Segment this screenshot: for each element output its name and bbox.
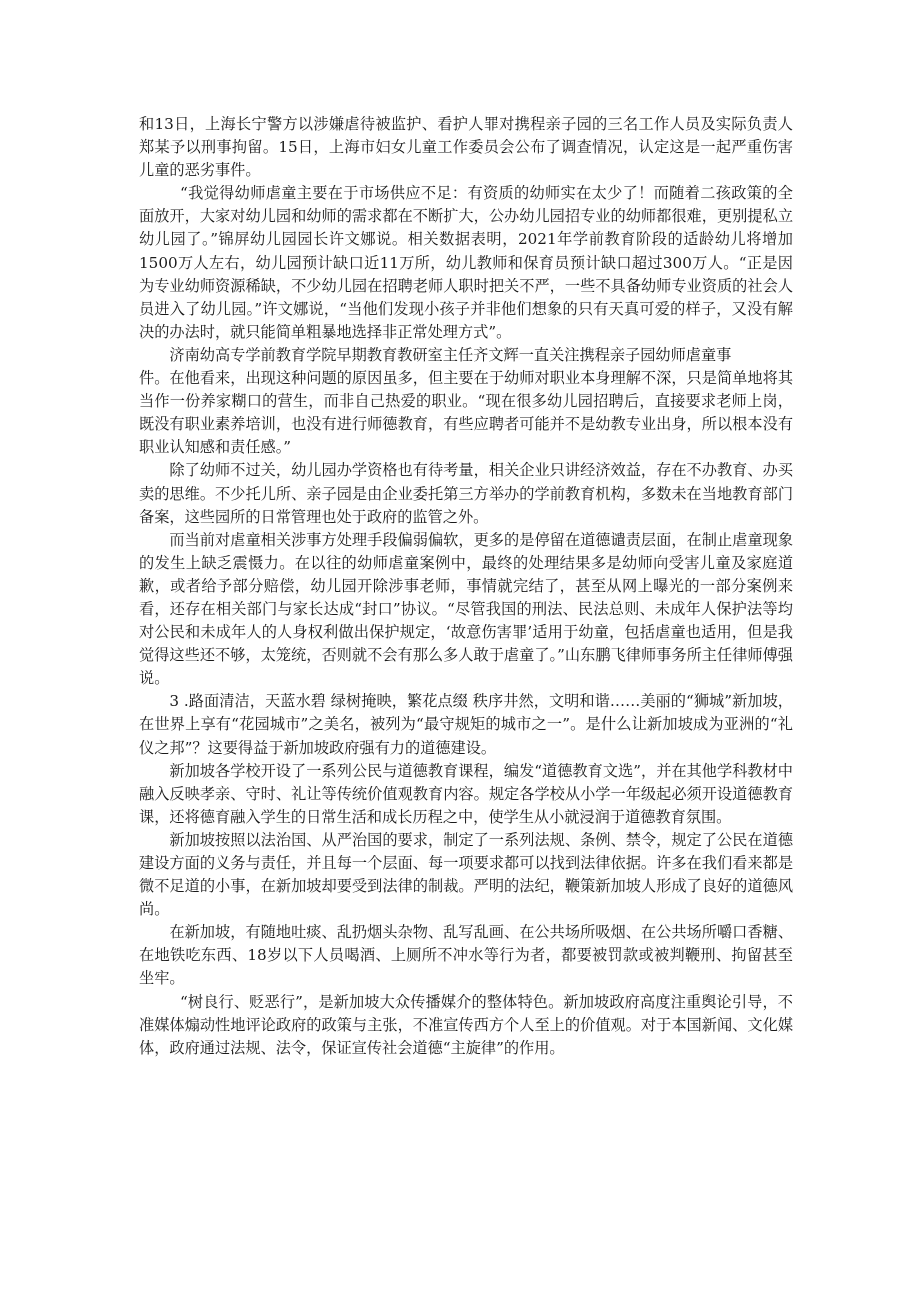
paragraph-11: “树良行、贬恶行”，是新加坡大众传播媒介的整体特色。新加坡政府高度注重舆论引导，不准媒体煽动性地评论政府的政策与主张，不准宣传西方个人至上的价值观。对于本国新闻、文化媒体，政府通过法规、法令，保证宣传社会道德“主旋律”的作用。 (139, 992, 793, 1057)
paragraph-4: 件。在他看来，出现这种问题的原因虽多，但主要在于幼师对职业本身理解不深，只是简单地将其当作一份养家糊口的营生，而非自己热爱的职业。“现在很多幼儿园招聘后，直接要求老师上岗，既没有职业素养培训，也没有进行师德教育，有些应聘者可能并不是幼教专业出身，所以根本没有职业认知感和责任感。” (139, 369, 793, 457)
paragraph-1: 和13日，上海长宁警方以涉嫌虐待被监护、看护人罪对携程亲子园的三名工作人员及实际负责人郑某予以刑事拘留。15日，上海市妇女儿童工作委员会公布了调查情况，认定这是一起严重伤害儿童的恶劣事件。 (139, 115, 793, 180)
paragraph-7: 3 .路面清洁，天蓝水碧 绿树掩映，繁花点缀 秩序井然，文明和谐……美丽的“狮城”新加坡，在世界上享有“花园城市”之美名，被列为“最守规矩的城市之一”。是什么让新加坡成为亚洲的“礼仪之邦”？这要得益于新加坡政府强有力的道德建设。 (139, 692, 793, 757)
paragraph-3: 济南幼高专学前教育学院早期教育教研室主任齐文辉一直关注携程亲子园幼师虐童事 (169, 345, 732, 364)
paragraph-2: “我觉得幼师虐童主要在于市场供应不足：有资质的幼师实在太少了！而随着二孩政策的全面放开，大家对幼儿园和幼师的需求都在不断扩大，公办幼儿园招专业的幼师都很难，更别提私立幼儿园了。”锦屏幼儿园园长许文娜说。相关数据表明，2021年学前教育阶段的适龄幼儿将增加1500万人左右，幼儿园预计缺口近11万所，幼儿教师和保育员预计缺口超过300万人。“正是因为专业幼师资源稀缺，不少幼儿园在招聘老师人职时把关不严，一些不具备幼师专业资质的社会人员进入了幼儿园。”许文娜说，“当他们发现小孩子并非他们想象的只有天真可爱的样子，又没有解决的办法时，就只能简单粗暴地选择非正常处理方式”。 (139, 184, 793, 341)
document-body (139, 113, 793, 1060)
paragraph-8: 新加坡各学校开设了一系列公民与道德教育课程，编发“道德教育文选”，并在其他学科教材中融入反映孝亲、守时、礼让等传统价值观教育内容。规定各学校从小学一年级起必须开设道德教育课，还将德育融入学生的日常生活和成长历程之中，使学生从小就浸润于道德教育氛围。 (139, 761, 793, 826)
paragraph-6: 而当前对虐童相关涉事方处理手段偏弱偏软，更多的是停留在道德谴责层面，在制止虐童现象的发生上缺乏震慑力。在以往的幼师虐童案例中，最终的处理结果多是幼师向受害儿童及家庭道歉，或者给予部分赔偿，幼儿园开除涉事老师，事情就完结了，甚至从网上曝光的一部分案例来看，还存在相关部门与家长达成“封口”协议。“尽管我国的刑法、民法总则、未成年人保护法等均对公民和未成年人的人身权利做出保护规定，‘故意伤害罪’适用于幼童，包括虐童也适用，但是我觉得这些还不够，太笼统，否则就不会有那么多人敢于虐童了。”山东鹏飞律师事务所主任律师傅强说。 (139, 530, 793, 688)
paragraph-9: 新加坡按照以法治国、从严治国的要求，制定了一系列法规、条例、禁令，规定了公民在道德建设方面的义务与责任，并且每一个层面、每一项要求都可以找到法律依据。许多在我们看来都是微不足道的小事，在新加坡却要受到法律的制裁。严明的法纪，鞭策新加坡人形成了良好的道德风尚。 (139, 830, 793, 919)
paragraph-5: 除了幼师不过关，幼儿园办学资格也有待考量，相关企业只讲经济效益，存在不办教育、办买卖的思维。不少托儿所、亲子园是由企业委托第三方举办的学前教育机构，多数未在当地教育部门备案，这些园所的日常管理也处于政府的监管之外。 (139, 461, 793, 526)
paragraph-10: 在新加坡，有随地吐痰、乱扔烟头杂物、乱写乱画、在公共场所吸烟、在公共场所嚼口香糖、在地铁吃东西、18岁以下人员喝酒、上厕所不冲水等行为者，都要被罚款或被判鞭刑、拘留甚至坐牢。 (139, 923, 793, 988)
